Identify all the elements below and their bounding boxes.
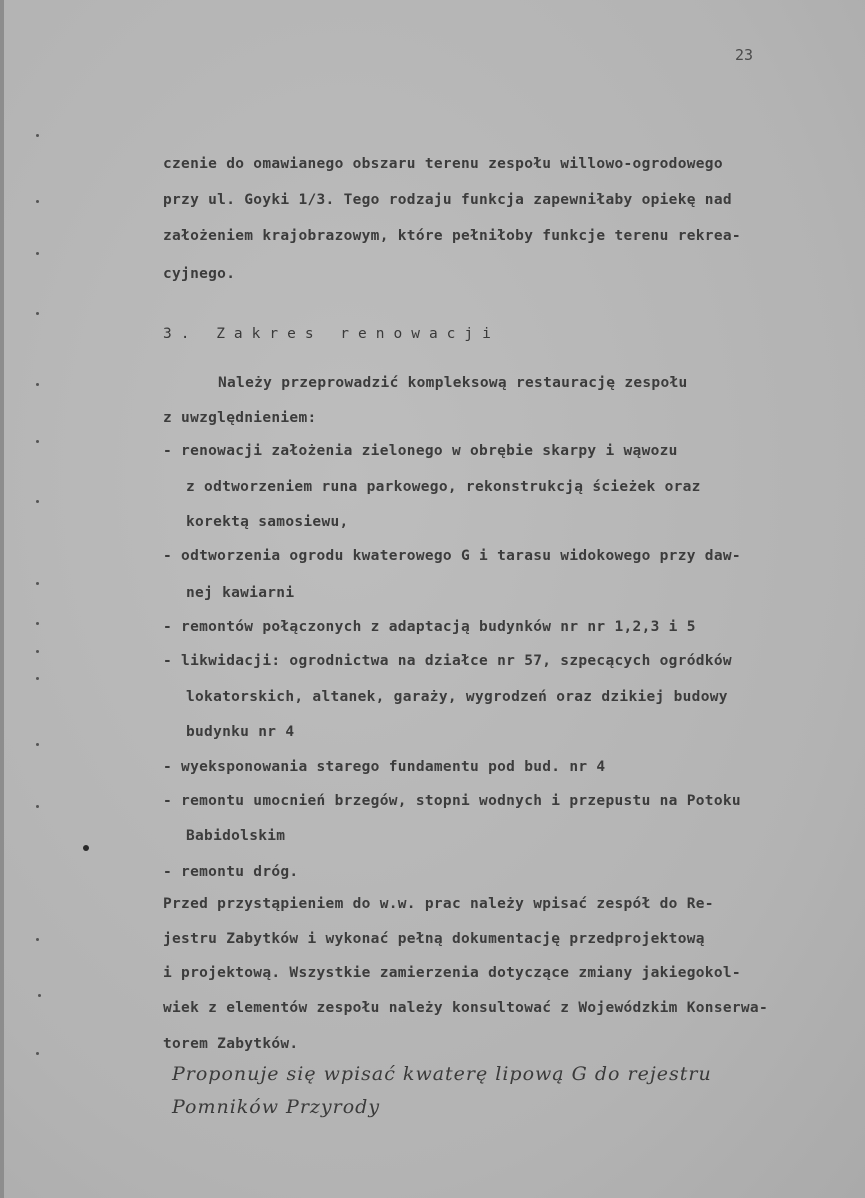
text-line: lokatorskich, altanek, garaży, wygrodzeń oraz dzikiej budowy	[186, 689, 728, 705]
margin-dot	[36, 383, 39, 386]
text-line: Należy przeprowadzić kompleksową restaurację zespołu	[218, 375, 688, 391]
margin-dot	[36, 312, 39, 315]
margin-dot	[36, 805, 39, 808]
margin-dot	[36, 1052, 39, 1055]
list-item: - renowacji założenia zielonego w obrębie skarpy i wąwozu	[163, 443, 678, 459]
text-line: budynku nr 4	[186, 724, 295, 740]
list-item: - wyeksponowania starego fundamentu pod bud. nr 4	[163, 759, 606, 775]
margin-dot	[36, 582, 39, 585]
margin-dot	[36, 622, 39, 625]
margin-dot	[36, 134, 39, 137]
text-line: przy ul. Goyki 1/3. Tego rodzaju funkcja zapewniłaby opiekę nad	[163, 192, 732, 208]
text-line: i projektową. Wszystkie zamierzenia dotyczące zmiany jakiegokol-	[163, 965, 741, 981]
text-line: Babidolskim	[186, 828, 286, 844]
text-line: wiek z elementów zespołu należy konsultować z Wojewódzkim Konserwa-	[163, 1000, 768, 1016]
list-item: - remontów połączonych z adaptacją budynków nr nr 1,2,3 i 5	[163, 619, 696, 635]
handwritten-note: Pomników Przyrody	[172, 1096, 381, 1118]
margin-dot	[36, 500, 39, 503]
page-edge	[0, 0, 4, 1198]
margin-dot	[83, 845, 89, 851]
section-heading: 3. Zakres renowacji	[163, 326, 500, 342]
page-number: 23	[735, 46, 754, 64]
text-line: Przed przystąpieniem do w.w. prac należy wpisać zespół do Re-	[163, 896, 714, 912]
margin-dot	[36, 650, 39, 653]
list-item: - likwidacji: ogrodnictwa na działce nr 57, szpecących ogródków	[163, 653, 732, 669]
text-line: cyjnego.	[163, 266, 236, 282]
margin-dot	[36, 743, 39, 746]
margin-dot	[36, 938, 39, 941]
list-item: - remontu umocnień brzegów, stopni wodnych i przepustu na Potoku	[163, 793, 741, 809]
margin-dot	[36, 440, 39, 443]
margin-dot	[36, 200, 39, 203]
text-line: jestru Zabytków i wykonać pełną dokumentację przedprojektową	[163, 931, 705, 947]
text-line: korektą samosiewu,	[186, 514, 349, 530]
text-line: czenie do omawianego obszaru terenu zespołu willowo-ogrodowego	[163, 156, 723, 172]
margin-dot	[36, 252, 39, 255]
margin-dot	[36, 677, 39, 680]
text-line: założeniem krajobrazowym, które pełniłoby funkcje terenu rekrea-	[163, 228, 741, 244]
text-line: z uwzględnieniem:	[163, 410, 317, 426]
text-line: torem Zabytków.	[163, 1036, 299, 1052]
handwritten-note: Proponuje się wpisać kwaterę lipową G do rejestru	[172, 1063, 712, 1085]
margin-dot	[38, 994, 41, 997]
list-item: - remontu dróg.	[163, 864, 299, 880]
list-item: - odtworzenia ogrodu kwaterowego G i tarasu widokowego przy daw-	[163, 548, 741, 564]
text-line: nej kawiarni	[186, 585, 295, 601]
text-line: z odtworzeniem runa parkowego, rekonstrukcją ścieżek oraz	[186, 479, 701, 495]
